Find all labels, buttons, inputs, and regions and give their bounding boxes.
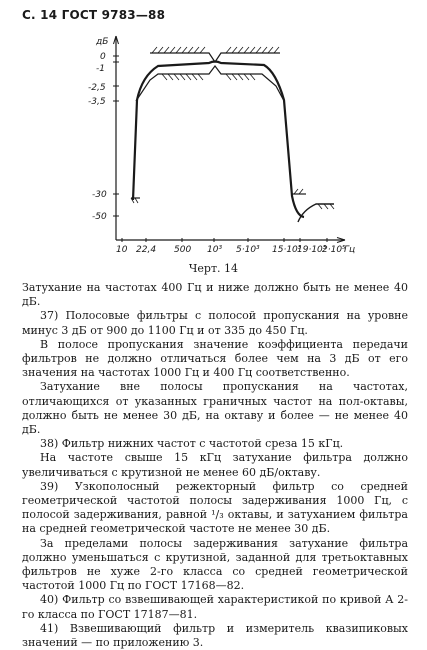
- paragraph: 38) Фильтр нижних частот с частотой среза 15 кГц.: [40, 437, 344, 451]
- frequency-response-figure: [0, 0, 427, 260]
- stopband-floor-curve: [298, 204, 334, 222]
- x-tick-label: 500: [174, 245, 192, 255]
- x-tick-label: 15·10³: [272, 245, 302, 255]
- paragraph: В полосе пропускания значение коэффициента передачи фильтров не должно отличаться более чем на 3 дБ от его значения на частотах 1000 Гц и 400 Гц соответственно.: [22, 337, 408, 380]
- paragraph: За пределами полосы задерживания затухание фильтра должно уменьшаться с крутизной, заданной для третьоктавных фильтров не хуже 2-го класса со средней геометрической частотой 1000 Гц по ГОСТ 17168—82.: [22, 536, 408, 593]
- paragraph: 40) Фильтр со взвешивающей характеристикой по кривой А 2-го класса по ГОСТ 17187—81.: [22, 593, 408, 621]
- upper-limit-hatching: [152, 47, 279, 53]
- paragraph: Затухание на частотах 400 Гц и ниже должно быть не менее 40 дБ.: [22, 281, 408, 309]
- lower-limit-hatching: [162, 74, 255, 80]
- body-text: [22, 281, 408, 650]
- y-tick-label: -3,5: [88, 97, 106, 107]
- x-axis-unit: Гц: [344, 245, 356, 255]
- x-tick-label: 10³: [207, 245, 223, 255]
- lower-limit-line: [136, 66, 284, 101]
- page-header: С. 14 ГОСТ 9783—88: [22, 8, 166, 22]
- paragraph: 37) Полосовые фильтры с полосой пропускания на уровне минус 3 дБ от 900 до 1100 Гц и от 335 до 450 Гц.: [22, 309, 408, 337]
- x-tick-label: 22,4: [136, 245, 157, 255]
- y-tick-label: 0: [100, 52, 106, 62]
- y-tick-label: -2,5: [88, 83, 106, 93]
- y-tick-label: -1: [96, 64, 105, 74]
- paragraph: 41) Взвешивающий фильтр и измеритель квазипиковых значений — по приложению 3.: [22, 621, 408, 650]
- x-tick-label: 19·10³: [297, 245, 327, 255]
- frequency-response-curve: [133, 62, 304, 218]
- paragraph: На частоте свыше 15 кГц затухание фильтра должно увеличиваться с крутизной не менее 60 дБ/октаву.: [22, 451, 408, 479]
- figure-caption: Черт. 14: [188, 262, 239, 275]
- x-tick-label: 2·10⁵: [322, 245, 346, 255]
- x-tick-label: 5·10³: [236, 245, 260, 255]
- paragraph: 39) Узкополосный режекторный фильтр со средней геометрической частотой полосы задерживания 1000 Гц, с полосой задерживания, равной ¹/₃ октавы, и затуханием фильтра на средней геометрической частоте не менее 30 дБ.: [22, 479, 408, 536]
- y-axis-unit: дБ: [96, 37, 109, 47]
- paragraph: Затухание вне полосы пропускания на частотах, отличающихся от указанных граничных частот на пол-октавы, должно быть не менее 30 дБ, на октаву и более — не менее 40 дБ.: [22, 380, 408, 437]
- x-tick-label: 10: [116, 245, 128, 255]
- y-tick-label: -50: [92, 212, 107, 222]
- y-tick-label: -30: [92, 190, 107, 200]
